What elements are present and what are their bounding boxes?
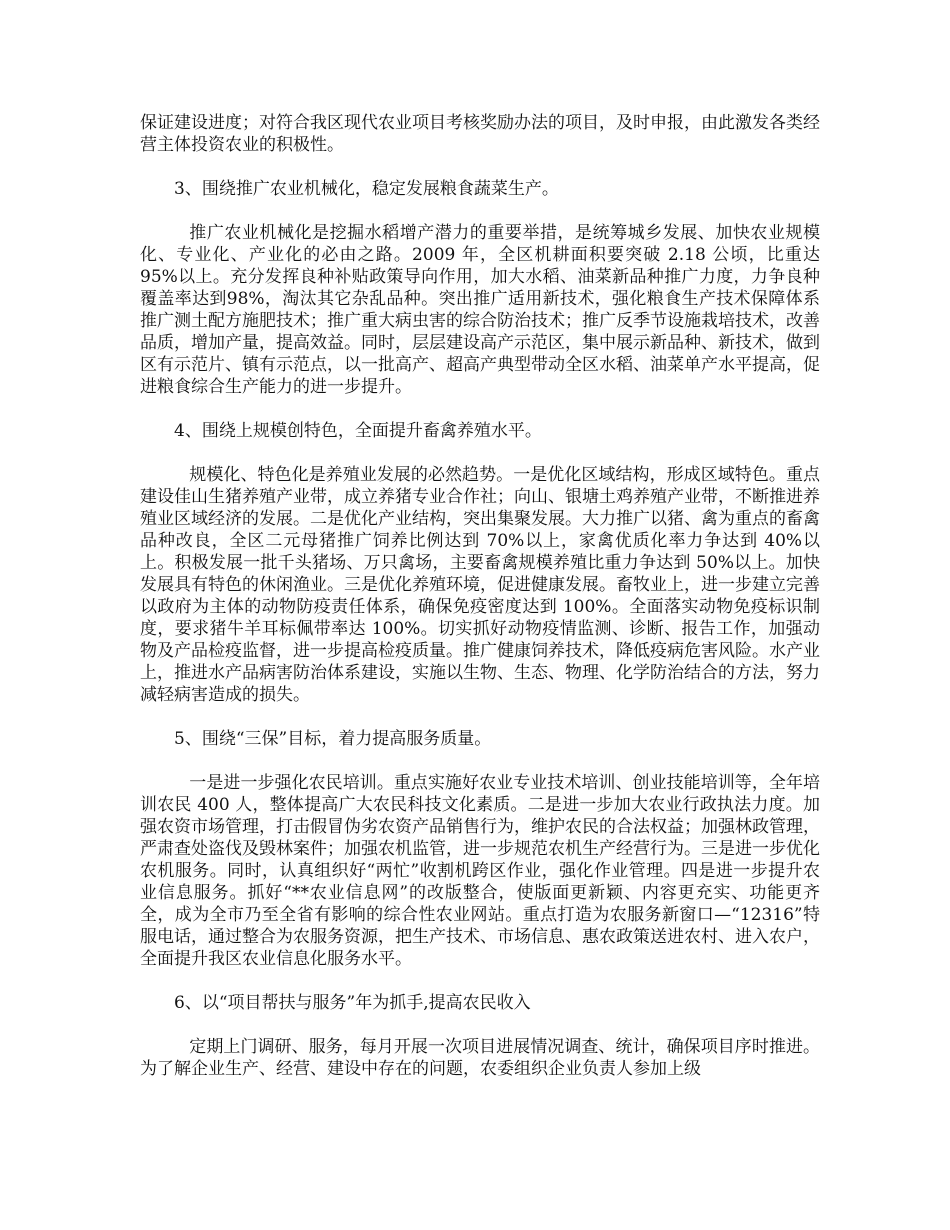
document-page — [140, 112, 820, 1080]
paragraph-spacer — [140, 398, 820, 420]
section-body-5: 一是进一步强化农民培训。重点实施好农业专业技术培训、创业技能培训等，全年培训农民 400 人，整体提高广大农民科技文化素质。二是进一步加大农业行政执法力度。加强农资市场管理，打击假冒伪劣农资产品销售行为，维护农民的合法权益；加强林政管理，严肃查处盗伐及毁林案件；加强农机监管，进一步规范农机生产经营行为。三是进一步优化农机服务。同时，认真组织好“两忙”收割机跨区作业，强化作业管理。四是进一步提升农业信息服务。抓好“**农业信息网”的改版整合，使版面更新颖、内容更充实、功能更齐全，成为全市乃至全省有影响的综合性农业网站。重点打造为农服务新窗口—“12316”特服电话，通过整合为农服务资源，把生产技术、市场信息、惠农政策送进农村、进入农户，全面提升我区农业信息化服务水平。 — [140, 773, 820, 969]
section-body-4: 规模化、特色化是养殖业发展的必然趋势。一是优化区域结构，形成区域特色。重点建设佳山生猪养殖产业带，成立养猪专业合作社；向山、银塘土鸡养殖产业带，不断推进养殖业区域经济的发展。二是优化产业结构，突出集聚发展。大力推广以猪、禽为重点的畜禽品种改良，全区二元母猪推广饲养比例达到 70%以上，家禽优质化率力争达到 40%以上。积极发展一批千头猪场、万只禽场，主要畜禽规模养殖比重力争达到 50%以上。加快发展具有特色的休闲渔业。三是优化养殖环境，促进健康发展。畜牧业上，进一步建立完善以政府为主体的动物防疫责任体系，确保免疫密度达到 100%。全面落实动物免疫标识制度，要求猪牛羊耳标佩带率达 100%。切实抓好动物疫情监测、诊断、报告工作，加强动物及产品检疫监督，进一步提高检疫质量。推广健康饲养技术，降低疫病危害风险。水产业上，推进水产品病害防治体系建设，实施以生物、生态、物理、化学防治结合的方法，努力减轻病害造成的损失。 — [140, 465, 820, 705]
paragraph-spacer — [140, 156, 820, 178]
section-heading-3: 3、围绕推广农业机械化，稳定发展粮食蔬菜生产。 — [174, 179, 559, 199]
paragraph-spacer — [140, 970, 820, 992]
section-body-6: 定期上门调研、服务，每月开展一次项目进展情况调查、统计，确保项目序时推进。为了解企业生产、经营、建设中存在的问题，农委组织企业负责人参加上级 — [140, 1037, 820, 1079]
section-heading-6: 6、以“项目帮扶与服务”年为抓手,提高农民收入 — [174, 993, 531, 1013]
paragraph-spacer — [140, 1014, 820, 1036]
section-heading-5: 5、围绕“三保”目标，着力提高服务质量。 — [174, 729, 492, 749]
paragraph-spacer — [140, 750, 820, 772]
paragraph-spacer — [140, 706, 820, 728]
section-heading-4: 4、围绕上规模创特色，全面提升畜禽养殖水平。 — [174, 421, 542, 441]
paragraph-continuation: 保证建设进度；对符合我区现代农业项目考核奖励办法的项目，及时申报，由此激发各类经营主体投资农业的积极性。 — [140, 113, 820, 155]
paragraph-spacer — [140, 442, 820, 464]
paragraph-spacer — [140, 200, 820, 222]
section-body-3: 推广农业机械化是挖掘水稻增产潜力的重要举措，是统筹城乡发展、加快农业规模化、专业化、产业化的必由之路。2009 年，全区机耕面积要突破 2.18 公顷，比重达 95%以上。充分发挥良种补贴政策导向作用，加大水稻、油菜新品种推广力度，力争良种覆盖率达到98%，淘汰其它杂乱品种。突出推广适用新技术，强化粮食生产技术保障体系推广测土配方施肥技术；推广重大病虫害的综合防治技术；推广反季节设施栽培技术，改善品质，增加产量，提高效益。同时，层层建设高产示范区，集中展示新品种、新技术，做到区有示范片、镇有示范点，以一批高产、超高产典型带动全区水稻、油菜单产水平提高，促进粮食综合生产能力的进一步提升。 — [140, 223, 820, 397]
